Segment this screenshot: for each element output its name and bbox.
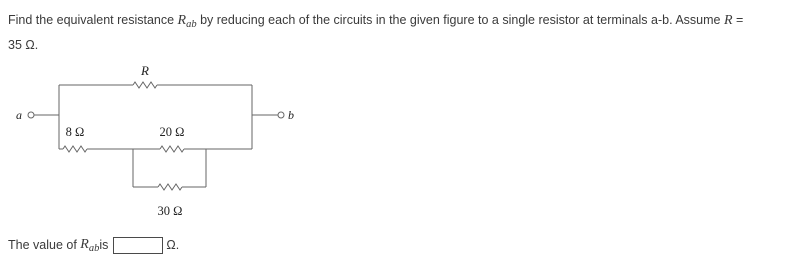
answer-prefix: The value of <box>8 238 77 252</box>
resistor-30 <box>158 184 182 190</box>
resistor-r <box>133 82 157 88</box>
resistor-r-label: R <box>141 63 149 78</box>
resistor-8 <box>63 146 87 152</box>
problem-intro: Find the equivalent resistance <box>8 13 178 27</box>
terminal-b-node <box>278 112 284 118</box>
answer-rab-symbol: $R_{ab}$ <box>80 236 100 254</box>
answer-row <box>8 234 179 256</box>
resistor-30-label: 30 Ω <box>157 204 183 218</box>
assume-equals: = <box>732 13 744 27</box>
rab-answer-input[interactable] <box>113 237 163 254</box>
terminal-b-label: b <box>288 108 294 122</box>
answer-is: is <box>99 238 109 252</box>
terminal-a-label: a <box>16 108 22 122</box>
resistor-8-label: 8 Ω <box>65 125 85 139</box>
terminal-a-node <box>28 112 34 118</box>
rab-symbol: $R_{ab}$ <box>177 13 197 30</box>
answer-unit: Ω. <box>166 238 180 252</box>
resistor-20 <box>160 146 184 152</box>
resistor-20-label: 20 Ω <box>159 125 185 139</box>
assume-variable: R <box>723 13 733 28</box>
problem-assume: . Assume <box>669 13 724 27</box>
problem-middle: by reducing each of the circuits in the given figure to a single resistor at terminals <box>196 13 652 27</box>
terminals-label: a-b <box>651 13 670 27</box>
assume-value: 35 Ω. <box>8 38 39 52</box>
